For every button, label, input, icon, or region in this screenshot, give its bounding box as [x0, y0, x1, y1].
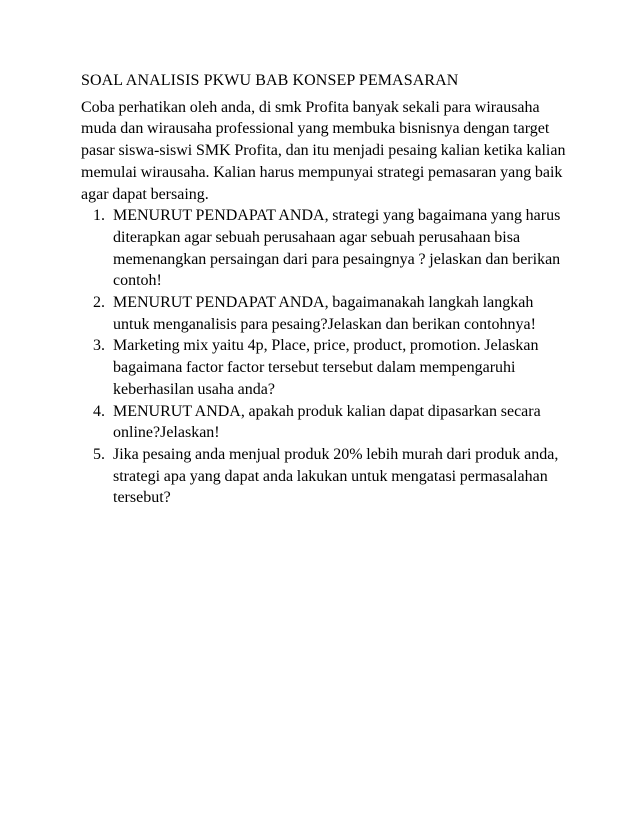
question-text: MENURUT PENDAPAT ANDA, bagaimanakah langkah langkah untuk menganalisis para pesaing?Jelaskan dan berikan contohnya!	[113, 294, 536, 333]
document-body	[81, 70, 569, 509]
intro-paragraph: Coba perhatikan oleh anda, di smk Profita banyak sekali para wirausaha muda dan wirausaha professional yang membuka bisnisnya dengan target pasar siswa-siswi SMK Profita, dan itu menjadi pesaing kalian ketika kalian memulai wirausaha. Kalian harus mempunyai strategi pemasaran yang baik agar dapat bersaing.	[81, 98, 566, 203]
question-number: 1.	[93, 207, 105, 225]
document-title: SOAL ANALISIS PKWU BAB KONSEP PEMASARAN	[81, 72, 459, 89]
question-list	[81, 205, 569, 509]
question-text: MENURUT PENDAPAT ANDA, strategi yang bagaimana yang harus diterapkan agar sebuah perusahaan agar sebuah perusahaan bisa memenangkan persaingan dari para pesaingnya ? jelaskan dan berikan contoh!	[113, 207, 561, 290]
question-number: 2.	[93, 294, 105, 312]
question-item-2	[81, 292, 569, 335]
question-item-1	[81, 205, 569, 292]
question-text: Marketing mix yaitu 4p, Place, price, product, promotion. Jelaskan bagaimana factor factor tersebut tersebut dalam mempengaruhi keberhasilan usaha anda?	[113, 337, 539, 398]
question-text: Jika pesaing anda menjual produk 20% lebih murah dari produk anda, strategi apa yang dapat anda lakukan untuk mengatasi permasalahan tersebut?	[113, 445, 559, 507]
question-number: 3.	[93, 337, 105, 355]
question-item-3	[81, 335, 569, 400]
question-item-5	[81, 444, 569, 509]
question-number: 5.	[93, 445, 105, 463]
question-item-4	[81, 401, 569, 444]
question-number: 4.	[93, 402, 105, 420]
question-text: MENURUT ANDA, apakah produk kalian dapat dipasarkan secara online?Jelaskan!	[113, 402, 541, 442]
